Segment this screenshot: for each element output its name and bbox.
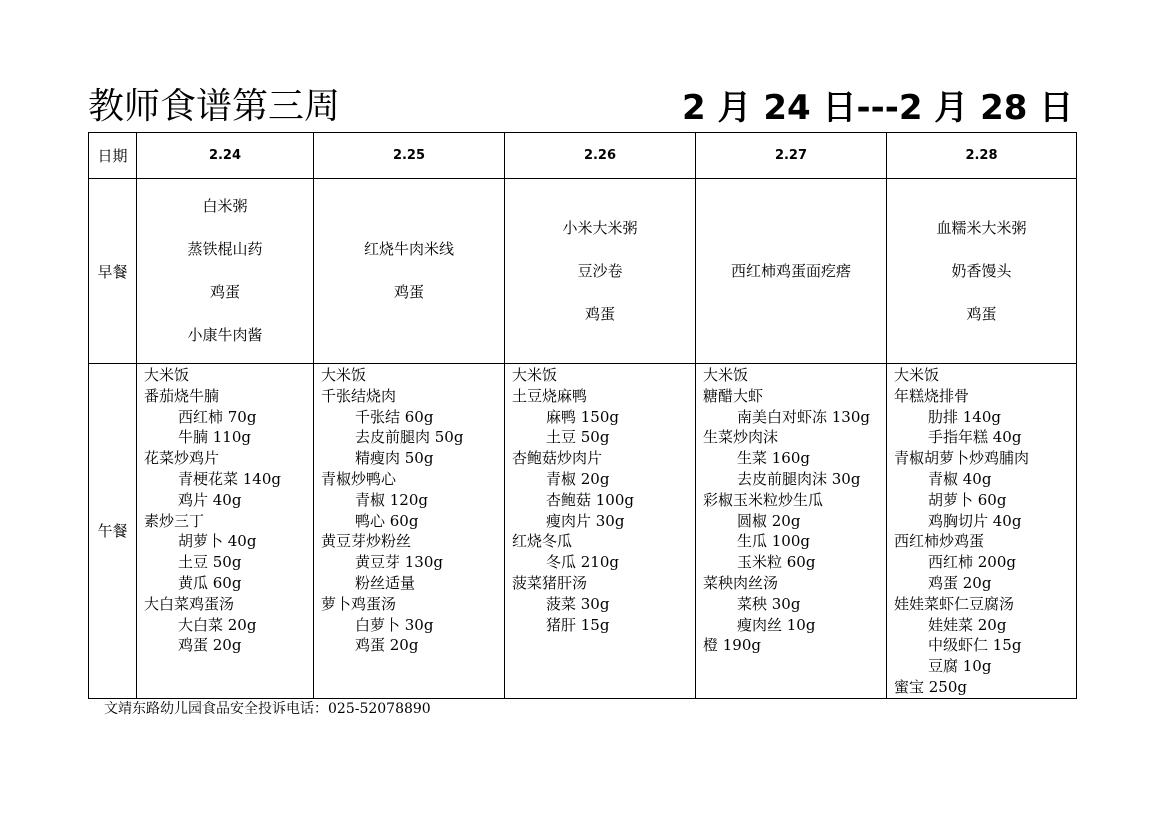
menu-table [88, 132, 1077, 699]
breakfast-item: 小康牛肉酱 [187, 326, 263, 344]
ingredient-line: 中级虾仁 15g [928, 636, 1022, 655]
breakfast-item: 蒸铁棍山药 [187, 240, 263, 258]
ingredient-line: 黄豆芽 130g [355, 553, 444, 572]
dish-line: 大米饭 [144, 366, 190, 384]
ingredient-line: 青椒 40g [928, 469, 992, 488]
dish-line: 花菜炒鸡片 [144, 449, 220, 468]
ingredient-line: 生瓜 100g [737, 532, 811, 551]
breakfast-cell [137, 179, 314, 364]
dish-line: 素炒三丁 [144, 511, 205, 530]
ingredient-line: 鸡胸切片 40g [928, 511, 1022, 530]
dish-line: 千张结烧肉 [321, 386, 397, 405]
breakfast-item: 血糯米大米粥 [936, 218, 1027, 237]
ingredient-line: 黄瓜 60g [178, 573, 242, 592]
ingredient-line: 麻鸭 150g [546, 407, 620, 426]
ingredient-line: 猪肝 15g [546, 615, 610, 634]
ingredient-line: 大白菜 20g [178, 615, 257, 634]
page-title: 教师食谱第三周 [88, 86, 341, 127]
breakfast-item: 鸡蛋 [584, 304, 615, 323]
ingredient-line: 西红柿 70g [178, 407, 257, 426]
ingredient-line: 手指年糕 40g [928, 428, 1022, 447]
dish-line: 年糕烧排骨 [894, 386, 970, 405]
breakfast-label: 早餐 [89, 179, 137, 364]
ingredient-line: 南美白对虾冻 130g [737, 407, 871, 426]
dish-line: 红烧冬瓜 [512, 532, 573, 551]
dish-line: 西红柿炒鸡蛋 [894, 532, 985, 551]
breakfast-item: 奶香馒头 [951, 261, 1012, 280]
ingredient-line: 娃娃菜 20g [928, 615, 1007, 634]
lunch-cell [505, 364, 696, 699]
ingredient-line: 圆椒 20g [737, 511, 801, 530]
ingredient-line: 冬瓜 210g [546, 553, 620, 572]
ingredient-line: 青椒 20g [546, 469, 610, 488]
breakfast-cell [314, 179, 505, 364]
ingredient-line: 胡萝卜 40g [178, 532, 257, 551]
dish-line: 黄豆芽炒粉丝 [321, 532, 412, 551]
date-cell: 2.28 [887, 133, 1077, 179]
breakfast-cell [505, 179, 696, 364]
dish-line: 菜秧肉丝汤 [703, 573, 779, 592]
breakfast-item: 豆沙卷 [577, 261, 623, 280]
ingredient-line: 千张结 60g [355, 407, 434, 426]
dish-line: 彩椒玉米粒炒生瓜 [703, 490, 824, 509]
ingredient-line: 精瘦肉 50g [355, 449, 434, 468]
date-range: 2 月 24 日---2 月 28 日 [682, 88, 1074, 128]
ingredient-line: 豆腐 10g [928, 657, 992, 676]
breakfast-cell [887, 179, 1077, 364]
lunch-label: 午餐 [89, 364, 137, 699]
ingredient-line: 肋排 140g [928, 407, 1002, 426]
breakfast-item: 鸡蛋 [393, 283, 424, 301]
date-cell: 2.26 [505, 133, 696, 179]
dish-line: 娃娃菜虾仁豆腐汤 [894, 594, 1015, 613]
dish-line: 青椒炒鸭心 [321, 469, 397, 488]
lunch-cell [137, 364, 314, 699]
ingredient-line: 鸡蛋 20g [355, 636, 419, 655]
ingredient-line: 菜秧 30g [737, 594, 801, 613]
date-cell: 2.24 [137, 133, 314, 179]
ingredient-line: 青椒 120g [355, 490, 429, 509]
date-label: 日期 [89, 133, 137, 179]
breakfast-item: 红烧牛肉米线 [363, 240, 454, 258]
date-cell: 2.25 [314, 133, 505, 179]
dish-line: 番茄烧牛腩 [144, 386, 220, 405]
breakfast-item: 白米粥 [202, 197, 248, 215]
dish-line: 土豆烧麻鸭 [512, 386, 588, 405]
ingredient-line: 鸭心 60g [355, 511, 419, 530]
breakfast-item: 西红柿鸡蛋面疙瘩 [730, 261, 851, 280]
dish-line: 大白菜鸡蛋汤 [144, 594, 235, 613]
ingredient-line: 白萝卜 30g [355, 615, 434, 634]
ingredient-line: 青梗花菜 140g [178, 469, 282, 488]
ingredient-line: 生菜 160g [737, 449, 811, 468]
dish-line: 大米饭 [512, 366, 558, 384]
lunch-row [89, 364, 1077, 699]
ingredient-line: 粉丝适量 [355, 573, 416, 592]
ingredient-line: 去皮前腿肉沫 30g [737, 469, 861, 488]
ingredient-line: 土豆 50g [546, 428, 610, 447]
date-cell: 2.27 [696, 133, 887, 179]
dish-line: 萝卜鸡蛋汤 [321, 594, 397, 613]
breakfast-cell [696, 179, 887, 364]
dish-line: 蜜宝 250g [894, 677, 968, 696]
dish-line: 菠菜猪肝汤 [512, 573, 588, 592]
dish-line: 糖醋大虾 [703, 386, 764, 405]
ingredient-line: 去皮前腿肉 50g [355, 428, 464, 447]
dish-line: 生菜炒肉沫 [703, 428, 779, 447]
breakfast-item: 小米大米粥 [562, 218, 638, 237]
dish-line: 大米饭 [321, 366, 367, 384]
dish-line: 大米饭 [703, 366, 749, 384]
ingredient-line: 瘦肉片 30g [546, 511, 625, 530]
breakfast-item: 鸡蛋 [966, 304, 997, 323]
dish-line: 橙 190g [703, 636, 762, 655]
lunch-cell [314, 364, 505, 699]
ingredient-line: 鸡蛋 20g [178, 636, 242, 655]
dish-line: 杏鲍菇炒肉片 [512, 449, 603, 468]
ingredient-line: 菠菜 30g [546, 594, 610, 613]
dish-line: 大米饭 [894, 366, 940, 384]
ingredient-line: 鸡片 40g [178, 490, 242, 509]
ingredient-line: 土豆 50g [178, 553, 242, 572]
dish-line: 青椒胡萝卜炒鸡脯肉 [894, 449, 1030, 468]
ingredient-line: 西红柿 200g [928, 553, 1017, 572]
complaint-phone-note: 文靖东路幼儿园食品安全投诉电话：025-52078890 [104, 701, 431, 717]
ingredient-line: 牛腩 110g [178, 428, 252, 447]
ingredient-line: 鸡蛋 20g [928, 573, 992, 592]
lunch-cell [887, 364, 1077, 699]
ingredient-line: 胡萝卜 60g [928, 490, 1007, 509]
ingredient-line: 杏鲍菇 100g [546, 490, 635, 509]
breakfast-item: 鸡蛋 [209, 283, 240, 301]
ingredient-line: 瘦肉丝 10g [737, 615, 816, 634]
breakfast-row [89, 179, 1077, 364]
ingredient-line: 玉米粒 60g [737, 553, 816, 572]
header-row [89, 133, 1077, 179]
lunch-cell [696, 364, 887, 699]
